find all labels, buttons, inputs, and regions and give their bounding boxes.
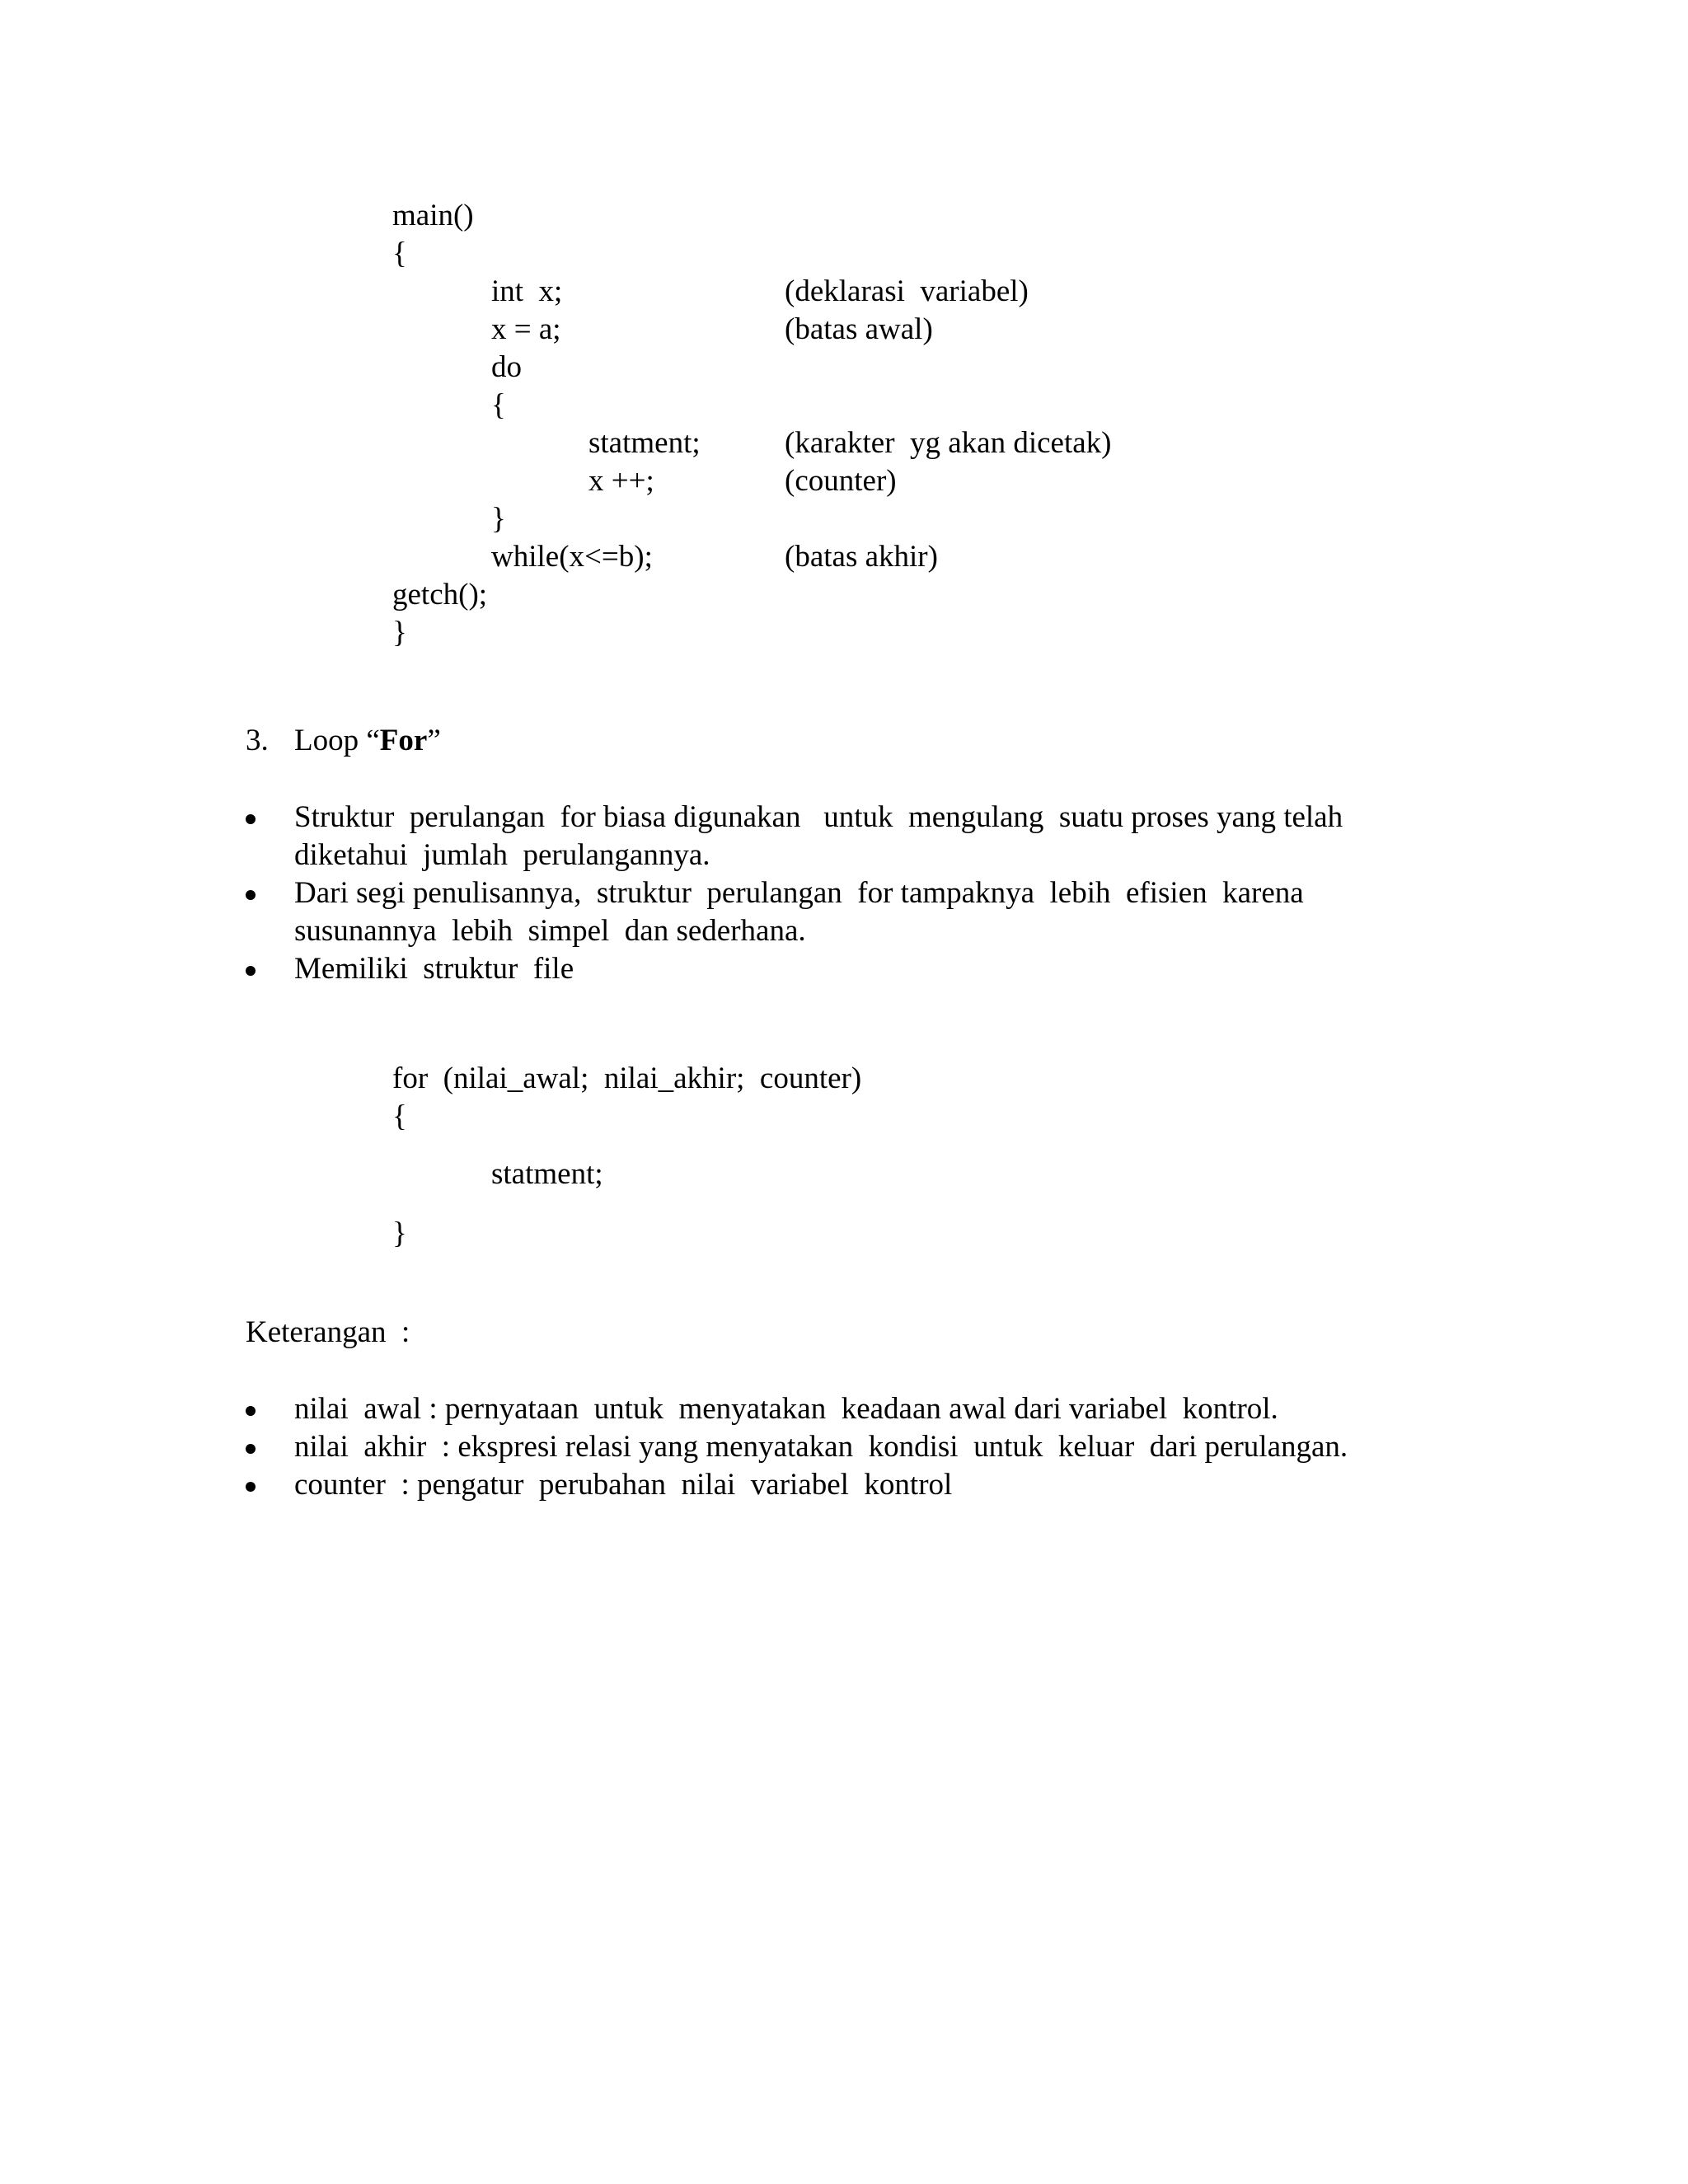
- code-incr: x ++;: [588, 464, 654, 498]
- keterangan-item-2: nilai akhir : ekspresi relasi yang menyatakan kondisi untuk keluar dari perulangan.: [294, 1430, 1348, 1464]
- section-title: [294, 725, 441, 756]
- for-statement: statment;: [491, 1157, 603, 1191]
- section-title-suffix: ”: [427, 724, 441, 757]
- bullet-dot: [246, 1482, 256, 1492]
- bullet-2-line-2: susunannya lebih simpel dan sederhana.: [294, 914, 806, 948]
- for-open-brace: {: [392, 1099, 407, 1133]
- for-header: for (nilai_awal; nilai_akhir; counter): [392, 1062, 862, 1095]
- keterangan-item-3: counter : pengatur perubahan nilai variabel kontrol: [294, 1468, 953, 1502]
- code-while: while(x<=b);: [491, 540, 653, 574]
- bullet-dot: [246, 1406, 256, 1416]
- section-title-prefix: Loop “: [294, 724, 380, 757]
- bullet-2-line-1: Dari segi penulisannya, struktur perulangan for tampaknya lebih efisien karena: [294, 876, 1304, 910]
- code-stmt: statment;: [588, 426, 701, 460]
- code-incr-comment: (counter): [785, 464, 897, 498]
- keterangan-title: Keterangan :: [246, 1315, 410, 1349]
- code-do-close: }: [491, 502, 506, 536]
- bullet-1-line-2: diketahui jumlah perulangannya.: [294, 838, 710, 872]
- code-open-brace: {: [392, 237, 407, 270]
- bullet-dot: [246, 966, 256, 976]
- code-getch: getch();: [392, 578, 488, 612]
- code-decl: int x;: [491, 274, 563, 308]
- bullet-dot: [246, 814, 256, 824]
- bullet-1-line-1: Struktur perulangan for biasa digunakan untuk mengulang suatu proses yang telah: [294, 800, 1343, 834]
- code-decl-comment: (deklarasi variabel): [785, 274, 1029, 308]
- code-main: main(): [392, 199, 474, 232]
- section-title-bold: For: [379, 724, 428, 757]
- code-stmt-comment: (karakter yg akan dicetak): [785, 426, 1112, 460]
- keterangan-item-1: nilai awal : pernyataan untuk menyatakan keadaan awal dari variabel kontrol.: [294, 1392, 1278, 1426]
- code-do: do: [491, 350, 522, 384]
- code-init-comment: (batas awal): [785, 312, 933, 346]
- code-close-brace: }: [392, 616, 407, 649]
- bullet-dot: [246, 1444, 256, 1454]
- code-do-open: {: [491, 388, 506, 422]
- code-init: x = a;: [491, 312, 561, 346]
- code-while-comment: (batas akhir): [785, 540, 938, 574]
- bullet-dot: [246, 890, 256, 900]
- section-number: 3.: [246, 724, 269, 757]
- for-close-brace: }: [392, 1216, 407, 1250]
- bullet-3-line-1: Memiliki struktur file: [294, 952, 574, 986]
